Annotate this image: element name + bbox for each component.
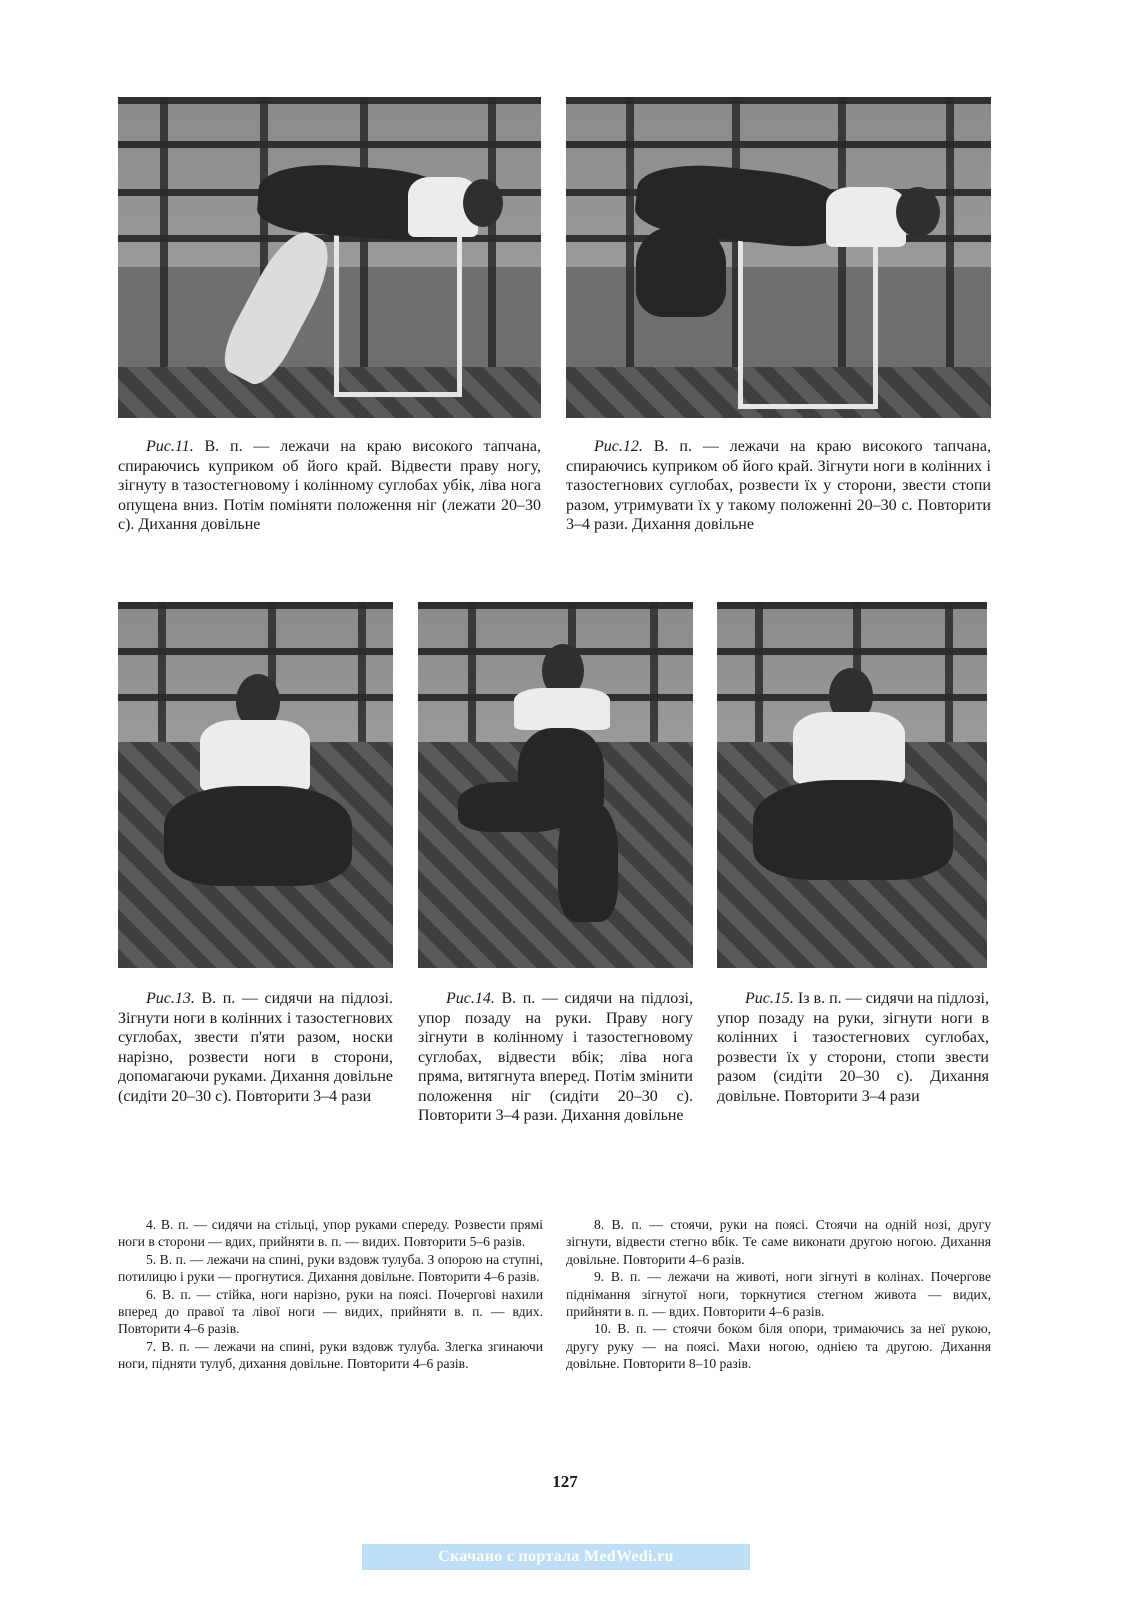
- figure-11-photo: [118, 97, 541, 418]
- figure-15-caption: [717, 989, 989, 1106]
- download-banner[interactable]: Скачано с портала MedWedi.ru: [362, 1544, 750, 1570]
- page-number: 127: [552, 1472, 578, 1491]
- exercise-8: 8. В. п. — стоячи, руки на поясі. Стоячи на одній нозі, другу зігнути, відвести стегно вбік. Те саме виконати другою ногою. Дихання довільне. Повторити 4–6 разів.: [566, 1217, 991, 1267]
- figure-13-caption: [118, 989, 393, 1106]
- figure-15-label: Рис.15.: [745, 990, 794, 1007]
- figure-14-text: В. п. — сидячи на підлозі, упор позаду на руки. Праву ногу зігнути в колінному і тазостегновому суглобах, відвести вбік; ліва нога пряма, витягнута вперед. Потім змінити положення ніг (сидіти 20–30 с). Повторити 3–4 рази. Дихання довільне: [418, 990, 693, 1124]
- figure-14-caption: [418, 989, 693, 1126]
- figure-12-label: Рис.12.: [594, 438, 643, 455]
- figure-12-photo: [566, 97, 991, 418]
- figure-11-text: В. п. — лежачи на краю високого тапчана, спираючись куприком об його край. Відвести праву ногу, зігнуту в тазостегновому і колінному суглобах убік, ліва нога опущена вниз. Потім поміняти положення ніг (лежати 20–30 с). Дихання довільне: [118, 438, 541, 533]
- exercise-9: 9. В. п. — лежачи на животі, ноги зігнуті в колінах. Почергове піднімання зігнутої ноги, торкнутися стегном живота — видих, прийняти в. п. — вдих. Повторити 4–6 разів.: [566, 1269, 991, 1320]
- figure-13-text: В. п. — сидячи на підлозі. Зігнути ноги в колінних і тазостегнових суглобах, звести п'яти разом, носки нарізно, розвести ноги в сторони, допомагаючи руками. Дихання довільне (сидіти 20–30 с). Повторити 3–4 рази: [118, 990, 393, 1105]
- exercise-7: 7. В. п. — лежачи на спині, руки вздовж тулуба. Злегка згинаючи ноги, підняти тулуб, дихання довільне. Повторити 4–6 разів.: [118, 1338, 543, 1372]
- figure-11-label: Рис.11.: [146, 438, 194, 455]
- exercises-left-column: [118, 1216, 543, 1373]
- figure-15-text: Із в. п. — сидячи на підлозі, упор позаду на руки, зігнути ноги в колінних і тазостегнових суглобах, розвести їх у сторони, стопи звести разом (сидіти 20–30 с). Дихання довільне. Повторити 3–4 рази: [717, 990, 989, 1105]
- exercise-4: 4. В. п. — сидячи на стільці, упор руками спереду. Розвести прямі ноги в сторони — вдих, прийняти в. п. — видих. Повторити 5–6 разів.: [118, 1217, 543, 1250]
- figure-12-text: В. п. — лежачи на краю високого тапчана, спираючись куприком об його край. Зігнути ноги в колінних і тазостегнових суглобах, розвести їх у сторони, звести стопи разом, утримувати їх у такому положенні 20–30 с. Повторити 3–4 рази. Дихання довільне: [566, 438, 991, 533]
- exercise-5: 5. В. п. — лежачи на спині, руки вздовж тулуба. З опорою на ступні, потилицю і руки — прогнутися. Дихання довільне. Повторити 4–6 разів.: [118, 1251, 543, 1285]
- figure-15-photo: [717, 602, 987, 968]
- exercise-6: 6. В. п. — стійка, ноги нарізно, руки на поясі. Почергові нахили вперед до правої та лівої ноги — видих, прийняти в. п. — вдих. Повторити 4–6 разів.: [118, 1286, 543, 1337]
- figure-14-label: Рис.14.: [446, 990, 495, 1007]
- figure-12-caption: [566, 437, 991, 535]
- figure-13-label: Рис.13.: [146, 990, 195, 1007]
- exercise-10: 10. В. п. — стоячи боком біля опори, тримаючись за неї рукою, другу руку — на поясі. Махи ногою, однією та другою. Дихання довільне. Повторити 8–10 разів.: [566, 1321, 991, 1372]
- figure-14-photo: [418, 602, 693, 968]
- figure-11-caption: [118, 437, 541, 535]
- figure-13-photo: [118, 602, 393, 968]
- exercises-right-column: [566, 1216, 991, 1373]
